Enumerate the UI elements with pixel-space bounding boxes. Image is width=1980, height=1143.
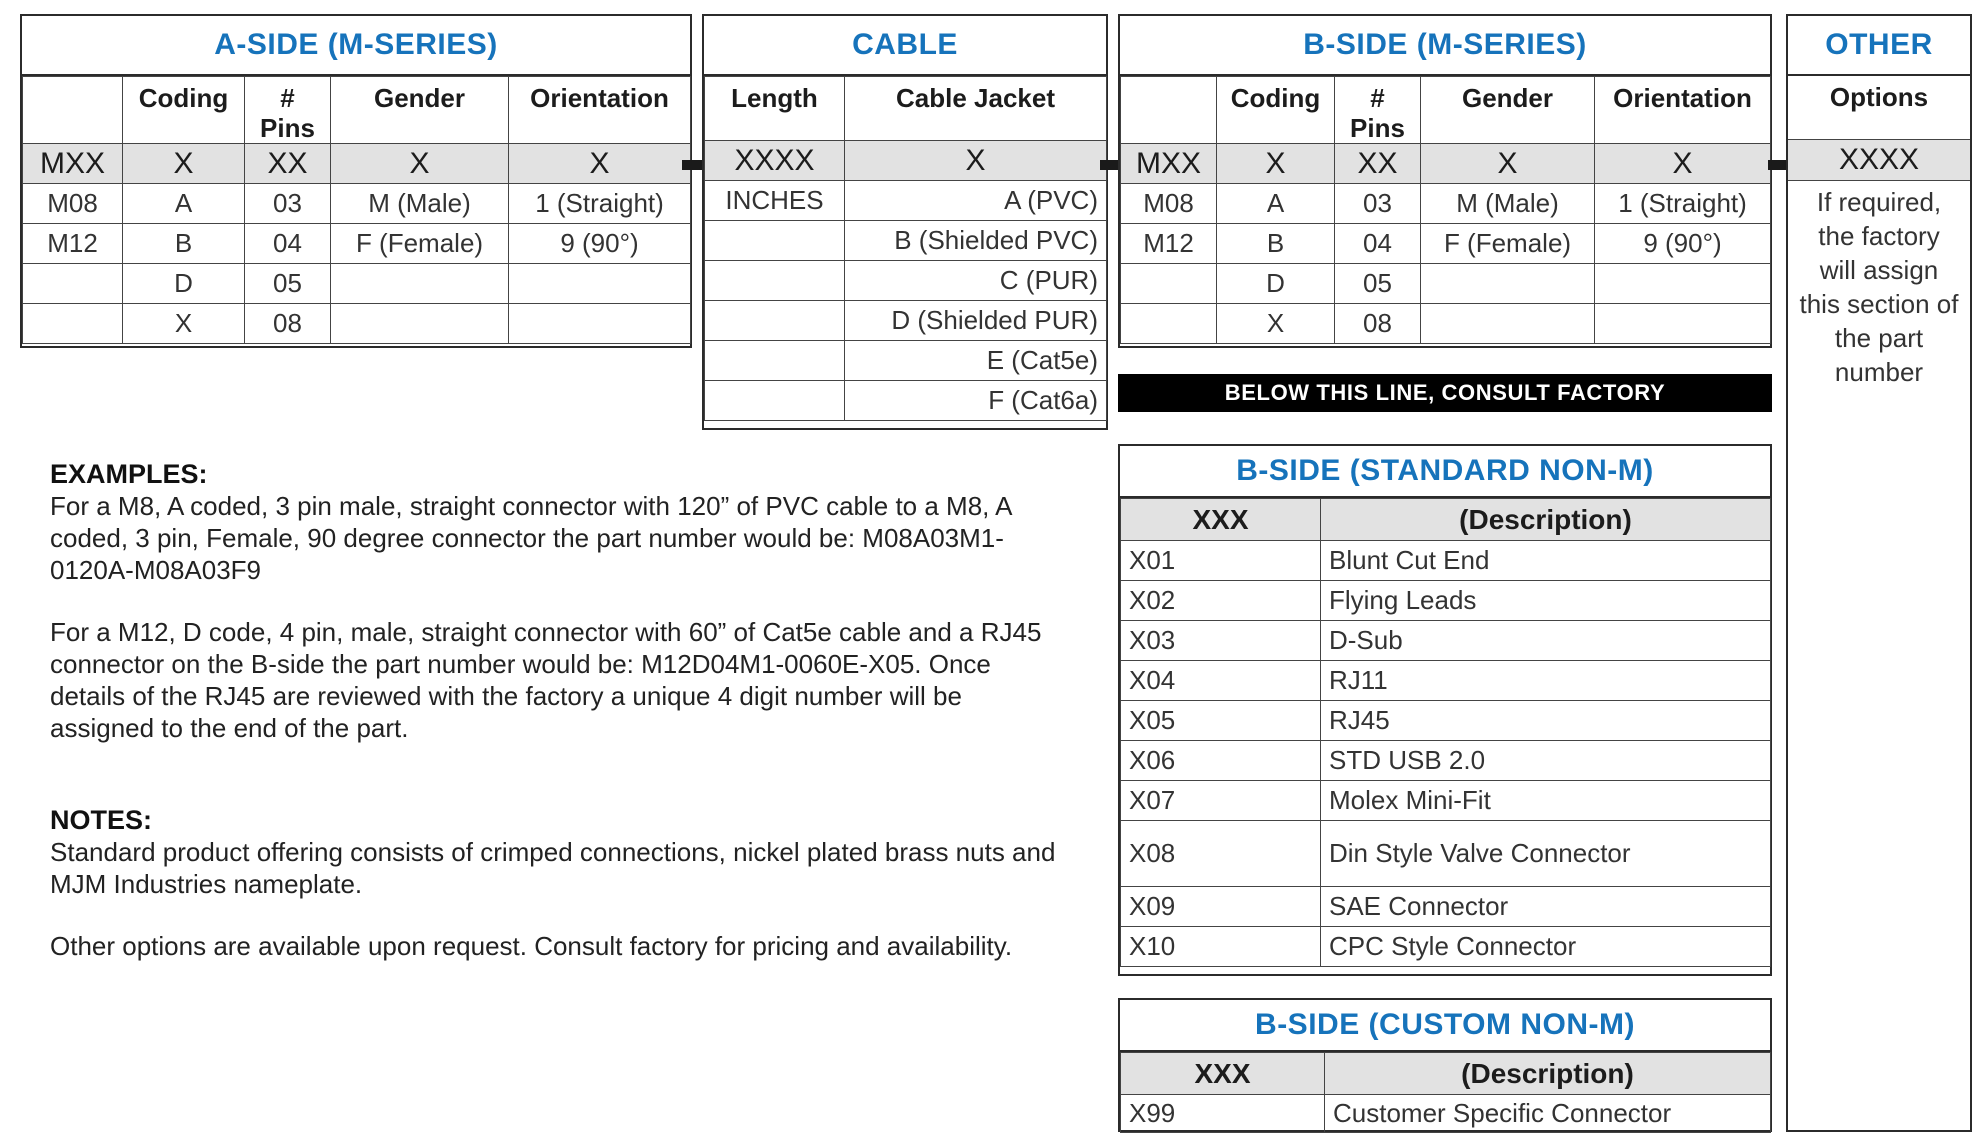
table-row: [1121, 821, 1771, 887]
table-cell: M08: [23, 184, 123, 224]
note-2: Other options are available upon request. Consult factory for pricing and availability.: [50, 931, 1013, 961]
table-cell: B: [123, 224, 245, 264]
table-cell: [705, 261, 845, 301]
table-cell: B: [1217, 224, 1335, 264]
table-row: [1121, 661, 1771, 701]
table-row: [705, 341, 1107, 381]
table-cell: [23, 304, 123, 344]
table-cell: M (Male): [331, 184, 509, 224]
table-cell: X04: [1121, 661, 1321, 701]
table-row: [1121, 621, 1771, 661]
a-side-title: A-SIDE (M-SERIES): [22, 16, 690, 76]
table-cell: 1 (Straight): [1595, 184, 1771, 224]
table-row: [1121, 581, 1771, 621]
table-cell: X01: [1121, 541, 1321, 581]
table-row: [705, 381, 1107, 421]
table-cell: [705, 301, 845, 341]
table-cell: 1 (Straight): [509, 184, 691, 224]
table-cell: D (Shielded PUR): [845, 301, 1107, 341]
table-cell: SAE Connector: [1321, 887, 1771, 927]
b-side-custom-table: [1120, 1052, 1771, 1133]
table-cell: [331, 264, 509, 304]
table-cell: X07: [1121, 781, 1321, 821]
examples-section: [50, 458, 1070, 744]
table-cell: C (PUR): [845, 261, 1107, 301]
notes-heading: NOTES:: [50, 805, 153, 835]
table-row: [23, 264, 691, 304]
column-header: Coding: [123, 77, 245, 144]
table-cell: [1595, 304, 1771, 344]
code-cell: X: [331, 144, 509, 184]
header-row: [705, 77, 1107, 141]
table-cell: E (Cat5e): [845, 341, 1107, 381]
notes-section: [50, 804, 1070, 962]
a-side-table: [22, 76, 691, 344]
column-header: (Description): [1325, 1053, 1771, 1095]
table-cell: 03: [245, 184, 331, 224]
column-header: (Description): [1321, 499, 1771, 541]
table-cell: RJ45: [1321, 701, 1771, 741]
table-cell: D-Sub: [1321, 621, 1771, 661]
table-row: [1121, 264, 1771, 304]
table-cell: X: [1217, 304, 1335, 344]
table-row: [1121, 701, 1771, 741]
table-cell: 05: [245, 264, 331, 304]
table-cell: Flying Leads: [1321, 581, 1771, 621]
options-code: XXXX: [1788, 140, 1970, 181]
table-cell: A (PVC): [845, 181, 1107, 221]
cable-title: CABLE: [704, 16, 1106, 76]
header-row: [23, 77, 691, 144]
table-cell: Din Style Valve Connector: [1321, 821, 1771, 887]
table-cell: [1595, 264, 1771, 304]
table-cell: A: [1217, 184, 1335, 224]
cable-table: [704, 76, 1107, 421]
table-row: [705, 261, 1107, 301]
table-cell: 9 (90°): [509, 224, 691, 264]
table-row: [1121, 1095, 1771, 1133]
table-cell: [1421, 304, 1595, 344]
code-row: [1121, 144, 1771, 184]
table-row: [705, 301, 1107, 341]
b-side-table: [1120, 76, 1771, 344]
table-row: [1121, 781, 1771, 821]
examples-heading: EXAMPLES:: [50, 459, 208, 489]
table-row: [23, 184, 691, 224]
b-side-standard-panel: [1118, 444, 1772, 976]
table-cell: RJ11: [1321, 661, 1771, 701]
b-side-standard-table: [1120, 498, 1771, 967]
table-row: [23, 304, 691, 344]
table-row: [1121, 304, 1771, 344]
table-cell: F (Female): [1421, 224, 1595, 264]
code-cell: X: [845, 141, 1107, 181]
example-2: For a M12, D code, 4 pin, male, straight connector with 60” of Cat5e cable and a RJ45 connector on the B-side the part number would be: M12D04M1-0060E-X05. Once details of the RJ45 are reviewed with the factory a unique 4 digit number will be assigned to the end of the part.: [50, 617, 1042, 743]
table-cell: 08: [1335, 304, 1421, 344]
table-cell: X09: [1121, 887, 1321, 927]
table-cell: X10: [1121, 927, 1321, 967]
example-1: For a M8, A coded, 3 pin male, straight connector with 120” of PVC cable to a M8, A coded, 3 pin, Female, 90 degree connector the part number would be: M08A03M1-0120A-M08A03F9: [50, 491, 1012, 585]
table-row: [1121, 224, 1771, 264]
column-header: # Pins: [1335, 77, 1421, 144]
table-cell: STD USB 2.0: [1321, 741, 1771, 781]
table-cell: 05: [1335, 264, 1421, 304]
code-cell: XXXX: [705, 141, 845, 181]
column-header: Gender: [331, 77, 509, 144]
table-cell: [509, 304, 691, 344]
table-cell: [705, 221, 845, 261]
column-header: [1121, 77, 1217, 144]
b-side-panel: [1118, 14, 1772, 348]
table-row: [23, 224, 691, 264]
table-cell: D: [123, 264, 245, 304]
table-cell: [1121, 304, 1217, 344]
table-cell: X02: [1121, 581, 1321, 621]
table-cell: A: [123, 184, 245, 224]
code-row: [705, 141, 1107, 181]
table-cell: 08: [245, 304, 331, 344]
code-cell: XX: [1335, 144, 1421, 184]
table-cell: 9 (90°): [1595, 224, 1771, 264]
header-row: [1121, 499, 1771, 541]
other-panel: [1786, 14, 1972, 1132]
column-header: # Pins: [245, 77, 331, 144]
code-cell: X: [123, 144, 245, 184]
code-cell: XX: [245, 144, 331, 184]
table-cell: X05: [1121, 701, 1321, 741]
table-cell: 04: [1335, 224, 1421, 264]
column-header: Length: [705, 77, 845, 141]
table-cell: CPC Style Connector: [1321, 927, 1771, 967]
table-cell: F (Female): [331, 224, 509, 264]
table-cell: 03: [1335, 184, 1421, 224]
table-cell: X06: [1121, 741, 1321, 781]
options-header: Options: [1788, 76, 1970, 140]
column-header: Orientation: [509, 77, 691, 144]
table-cell: [509, 264, 691, 304]
table-row: [1121, 927, 1771, 967]
table-cell: B (Shielded PVC): [845, 221, 1107, 261]
code-cell: X: [1421, 144, 1595, 184]
table-cell: Blunt Cut End: [1321, 541, 1771, 581]
other-title: OTHER: [1788, 16, 1970, 76]
table-row: [1121, 541, 1771, 581]
table-row: [1121, 741, 1771, 781]
table-cell: F (Cat6a): [845, 381, 1107, 421]
b-side-title: B-SIDE (M-SERIES): [1120, 16, 1770, 76]
table-cell: Molex Mini-Fit: [1321, 781, 1771, 821]
table-cell: [705, 381, 845, 421]
table-cell: 04: [245, 224, 331, 264]
column-header: Coding: [1217, 77, 1335, 144]
table-row: [705, 181, 1107, 221]
table-cell: [705, 341, 845, 381]
column-header: Cable Jacket: [845, 77, 1107, 141]
b-side-custom-title: B-SIDE (CUSTOM NON-M): [1120, 1000, 1770, 1052]
table-cell: X03: [1121, 621, 1321, 661]
b-side-standard-title: B-SIDE (STANDARD NON-M): [1120, 446, 1770, 498]
table-row: [705, 221, 1107, 261]
header-row: [1121, 77, 1771, 144]
table-cell: [1121, 264, 1217, 304]
table-cell: [23, 264, 123, 304]
code-cell: X: [1217, 144, 1335, 184]
b-side-custom-panel: [1118, 998, 1772, 1132]
table-cell: M12: [23, 224, 123, 264]
header-row: [1121, 1053, 1771, 1095]
code-cell: X: [1595, 144, 1771, 184]
table-cell: X: [123, 304, 245, 344]
code-cell: MXX: [23, 144, 123, 184]
table-cell: X08: [1121, 821, 1321, 887]
table-cell: [1421, 264, 1595, 304]
table-cell: [331, 304, 509, 344]
table-row: [1121, 184, 1771, 224]
table-cell: X99: [1121, 1095, 1325, 1133]
column-header: XXX: [1121, 499, 1321, 541]
a-side-panel: [20, 14, 692, 348]
table-cell: M (Male): [1421, 184, 1595, 224]
table-cell: M12: [1121, 224, 1217, 264]
table-cell: Customer Specific Connector: [1325, 1095, 1771, 1133]
code-cell: MXX: [1121, 144, 1217, 184]
column-header: Gender: [1421, 77, 1595, 144]
table-row: [1121, 887, 1771, 927]
table-cell: INCHES: [705, 181, 845, 221]
note-1: Standard product offering consists of crimped connections, nickel plated brass nuts and MJM Industries nameplate.: [50, 837, 1056, 899]
options-note: If required, the factory will assign this section of the part number: [1799, 187, 1959, 387]
code-row: [23, 144, 691, 184]
cable-panel: [702, 14, 1108, 430]
column-header: [23, 77, 123, 144]
column-header: Orientation: [1595, 77, 1771, 144]
consult-factory-banner: BELOW THIS LINE, CONSULT FACTORY: [1118, 374, 1772, 412]
table-cell: D: [1217, 264, 1335, 304]
separator-dash: [682, 160, 704, 170]
table-cell: M08: [1121, 184, 1217, 224]
column-header: XXX: [1121, 1053, 1325, 1095]
code-cell: X: [509, 144, 691, 184]
